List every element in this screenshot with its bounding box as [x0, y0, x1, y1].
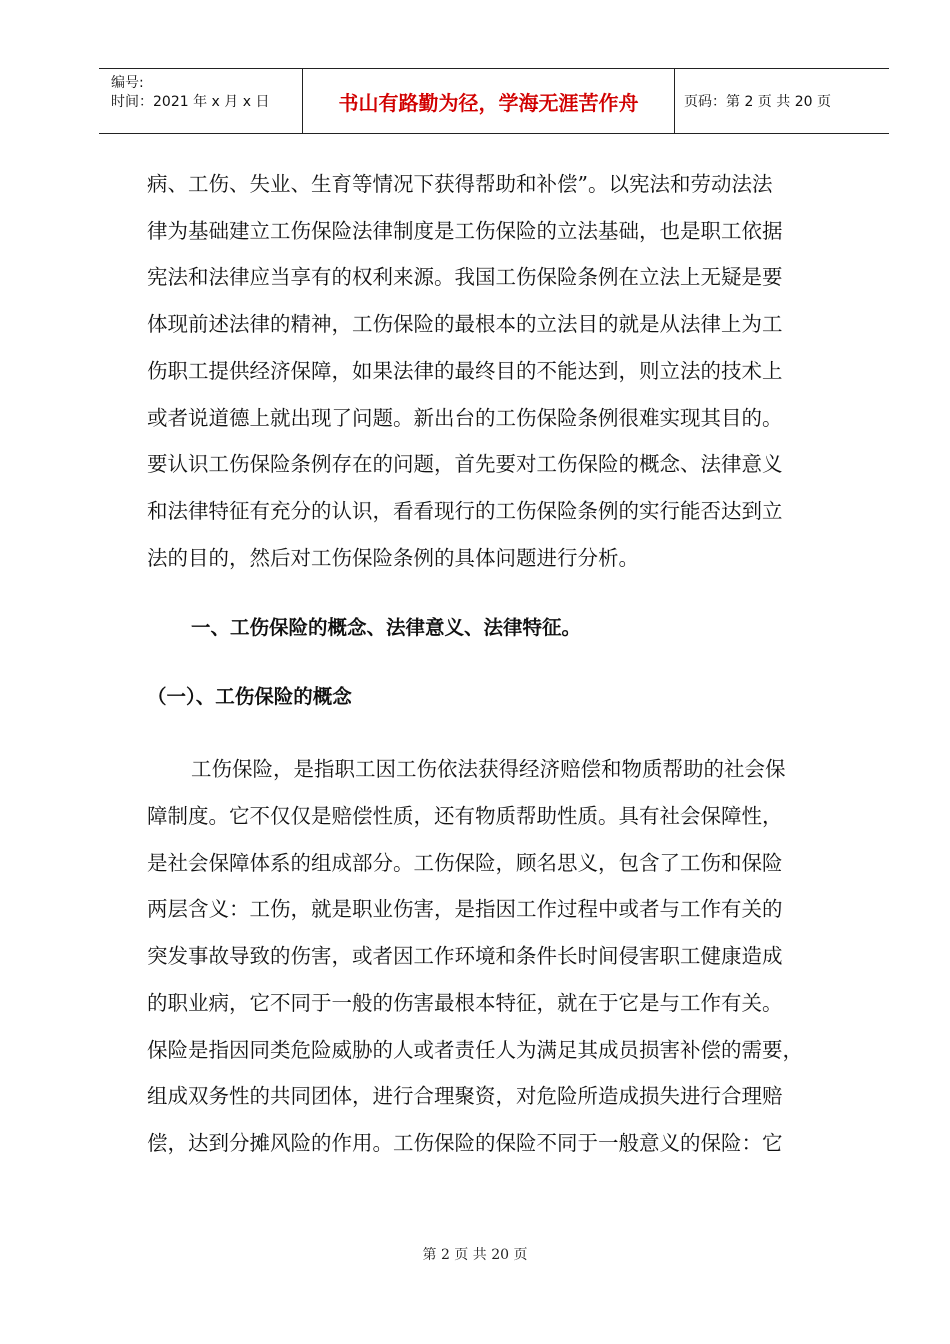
body-line: 组成双务性的共同团体，进行合理聚资，对危险所造成损失进行合理赔	[147, 1084, 783, 1108]
page-footer	[0, 1244, 950, 1264]
body-line: 突发事故导致的伤害，或者因工作环境和条件长时间侵害职工健康造成	[147, 944, 783, 968]
body-line: 是社会保障体系的组成部分。工伤保险，顾名思义，包含了工伤和保险	[147, 851, 783, 875]
body-line: 体现前述法律的精神，工伤保险的最根本的立法目的就是从法律上为工	[147, 312, 783, 336]
body-line: 和法律特征有充分的认识，看看现行的工伤保险条例的实行能否达到立	[147, 499, 783, 523]
footer-page-number: 第 2 页 共 20 页	[422, 1247, 528, 1263]
body-line: 偿，达到分摊风险的作用。工伤保险的保险不同于一般意义的保险：它	[147, 1131, 783, 1155]
body-line: 要认识工伤保险条例存在的问题，首先要对工伤保险的概念、法律意义	[147, 452, 783, 476]
body-line: 或者说道德上就出现了问题。新出台的工伤保险条例很难实现其目的。	[147, 406, 783, 430]
document-date-label: 时间：2021 年 x 月 x 日	[111, 94, 270, 110]
body-line: 伤职工提供经济保障，如果法律的最终目的不能达到，则立法的技术上	[147, 359, 783, 383]
body-line: 障制度。它不仅仅是赔偿性质，还有物质帮助性质。具有社会保障性，	[147, 804, 783, 828]
body-line: 宪法和法律应当享有的权利来源。我国工伤保险条例在立法上无疑是要	[147, 265, 783, 289]
header-page-cell	[675, 69, 889, 133]
header-slogan: 书山有路勤为径，学海无涯苦作舟	[338, 90, 639, 115]
subsection-heading: （一）、工伤保险的概念	[147, 685, 352, 708]
page-header	[99, 68, 889, 134]
body-line: 法的目的，然后对工伤保险条例的具体问题进行分析。	[147, 546, 639, 570]
body-line: 的职业病，它不同于一般的伤害最根本特征，就在于它是与工作有关。	[147, 991, 783, 1015]
body-line: 两层含义：工伤，就是职业伤害，是指因工作过程中或者与工作有关的	[147, 897, 783, 921]
document-number-label: 编号:	[111, 75, 144, 91]
body-line: 律为基础建立工伤保险法律制度是工伤保险的立法基础，也是职工依据	[147, 219, 783, 243]
body-line: 工伤保险，是指职工因工伤依法获得经济赔偿和物质帮助的社会保	[191, 757, 786, 781]
section-heading: 一、工伤保险的概念、法律意义、法律特征。	[191, 616, 582, 639]
header-page-number: 页码：第 2 页 共 20 页	[684, 94, 831, 110]
header-slogan-cell	[302, 69, 675, 133]
header-left-cell	[99, 69, 302, 133]
body-line: 保险是指因同类危险威胁的人或者责任人为满足其成员损害补偿的需要，	[147, 1038, 803, 1062]
body-line: 病、工伤、失业、生育等情况下获得帮助和补偿”。以宪法和劳动法法	[147, 172, 773, 196]
